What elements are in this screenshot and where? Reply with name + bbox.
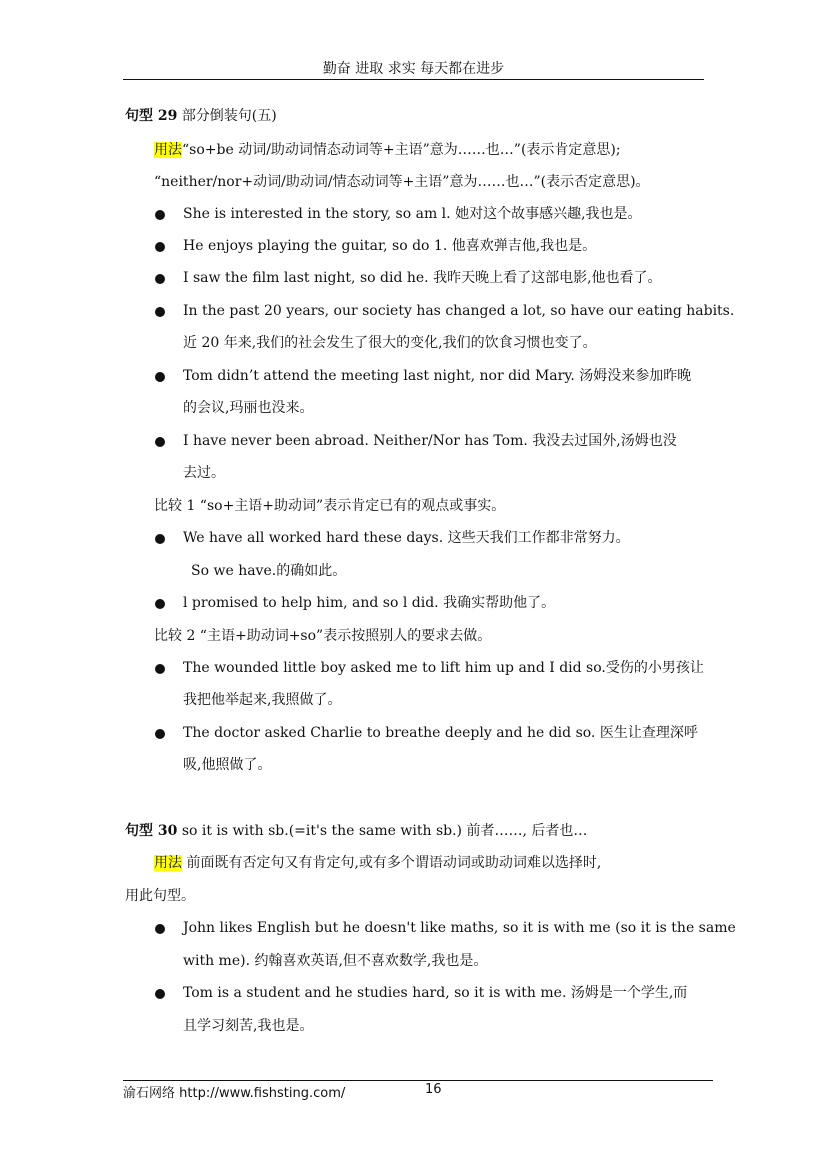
example-line: 去过。 bbox=[183, 465, 225, 481]
bullet-icon bbox=[155, 599, 165, 609]
section-29-title bbox=[125, 106, 277, 126]
example-line: Tom didn’t attend the meeting last night, nor did Mary. 汤姆没来参加昨晚 bbox=[183, 368, 692, 384]
example-line: 近 20 年来,我们的社会发生了很大的变化,我们的饮食习惯也变了。 bbox=[183, 335, 597, 351]
example-line: 且学习刻苦,我也是。 bbox=[183, 1018, 314, 1034]
section-29-usage-line2: “neither/nor+动词/助动词/情态动词等+主语”意为……也…”(表示否定意思)。 bbox=[154, 174, 650, 190]
example-line: I saw the film last night, so did he. 我昨天晚上看了这部电影,他也看了。 bbox=[183, 270, 662, 286]
bullet-icon bbox=[155, 534, 165, 544]
section-29-usage-line1: 用法“so+be 动词/助动词情态动词等+主语”意为……也…”(表示肯定意思); bbox=[154, 142, 621, 158]
example-line: The wounded little boy asked me to lift him up and I did so.受伤的小男孩让 bbox=[183, 660, 704, 676]
compare-2-title: 比较 2 “主语+助动词+so”表示按照别人的要求去做。 bbox=[154, 628, 492, 644]
example-line: 我把他举起来,我照做了。 bbox=[183, 692, 342, 708]
bullet-icon bbox=[155, 989, 165, 999]
example-line: In the past 20 years, our society has changed a lot, so have our eating habits. bbox=[183, 303, 735, 319]
section-29-number: 句型 29 bbox=[125, 108, 178, 124]
bullet-icon bbox=[155, 924, 165, 934]
example-line: We have all worked hard these days. 这些天我们工作都非常努力。 bbox=[183, 530, 630, 546]
example-line: 的会议,玛丽也没来。 bbox=[183, 400, 314, 416]
example-line: with me). 约翰喜欢英语,但不喜欢数学,我也是。 bbox=[183, 953, 488, 969]
usage-label: 用法 bbox=[154, 142, 182, 158]
bullet-icon bbox=[155, 372, 165, 382]
header-rule bbox=[123, 79, 704, 80]
bullet-icon bbox=[155, 242, 165, 252]
example-line: I have never been abroad. Neither/Nor has Tom. 我没去过国外,汤姆也没 bbox=[183, 433, 677, 449]
bullet-icon bbox=[155, 729, 165, 739]
bullet-icon bbox=[155, 664, 165, 674]
section-30-heading: so it is with sb.(=it's the same with sb.) 前者……, 后者也… bbox=[181, 823, 588, 839]
page-header: 勤奋 进取 求实 每天都在进步 bbox=[322, 61, 505, 77]
bullet-icon bbox=[155, 437, 165, 447]
bullet-icon bbox=[155, 307, 165, 317]
example-line: John likes English but he doesn't like maths, so it is with me (so it is the same bbox=[183, 920, 736, 936]
compare-1-title: 比较 1 “so+主语+助动词”表示肯定已有的观点或事实。 bbox=[154, 498, 506, 514]
example-line: Tom is a student and he studies hard, so it is with me. 汤姆是一个学生,而 bbox=[183, 985, 688, 1001]
example-line: So we have.的确如此。 bbox=[191, 563, 347, 579]
section-30-title bbox=[125, 821, 587, 841]
section-30-usage-line2: 用此句型。 bbox=[125, 888, 195, 904]
bullet-icon bbox=[155, 274, 165, 284]
bullet-icon bbox=[155, 210, 165, 220]
example-line: He enjoys playing the guitar, so do 1. 他喜欢弹吉他,我也是。 bbox=[183, 238, 597, 254]
section-29-heading: 部分倒装句(五) bbox=[181, 108, 277, 124]
example-line: The doctor asked Charlie to breathe deeply and he did so. 医生让查理深呼 bbox=[183, 725, 698, 741]
example-line: 吸,他照做了。 bbox=[183, 757, 272, 773]
example-line: l promised to help him, and so l did. 我确实帮助他了。 bbox=[183, 595, 556, 611]
page-number: 16 bbox=[425, 1082, 442, 1097]
footer-rule bbox=[123, 1080, 713, 1081]
example-line: She is interested in the story, so am l. 她对这个故事感兴趣,我也是。 bbox=[183, 206, 642, 222]
section-30-usage-line1: 用法 前面既有否定句又有肯定句,或有多个谓语动词或助动词难以选择时, bbox=[154, 855, 602, 871]
section-30-number: 句型 30 bbox=[125, 823, 178, 839]
usage-label: 用法 bbox=[154, 855, 182, 871]
footer-site: 渝石网络 http://www.fishsting.com/ bbox=[123, 1086, 346, 1101]
